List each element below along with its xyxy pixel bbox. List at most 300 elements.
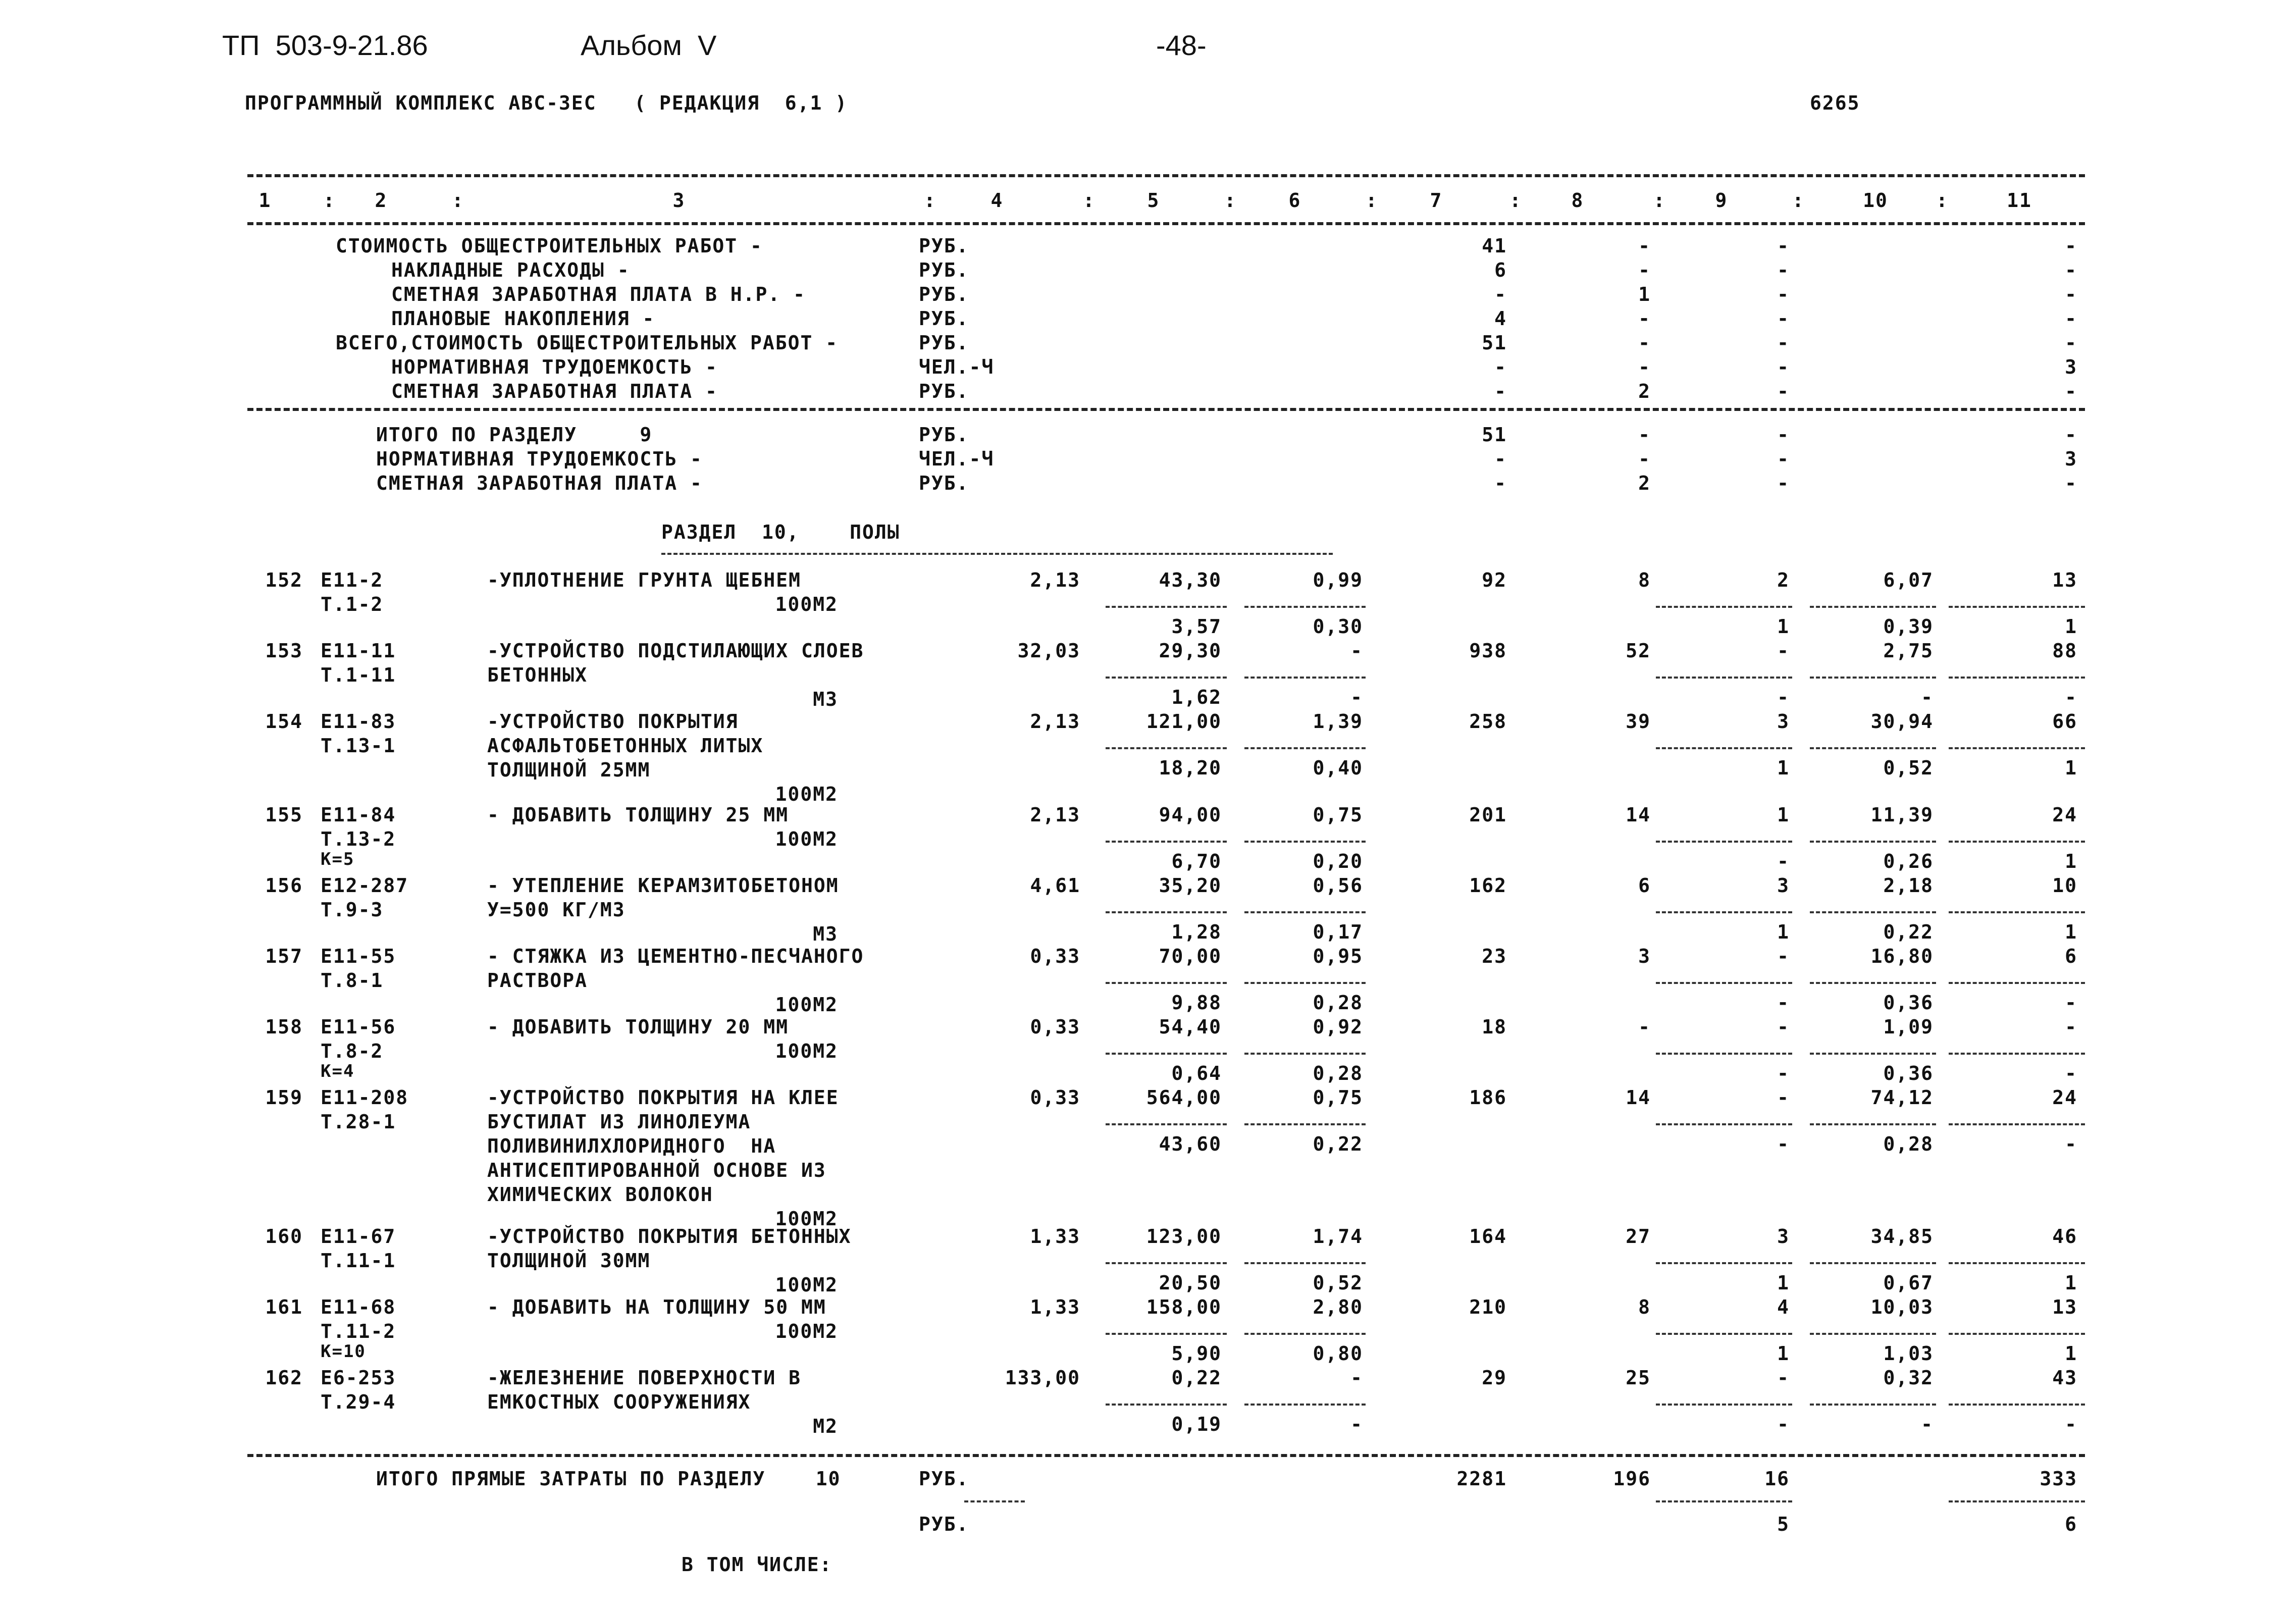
- item-description: - СТЯЖКА ИЗ ЦЕМЕНТНО-ПЕСЧАНОГО: [487, 945, 864, 967]
- item-unit: 100М2: [775, 994, 838, 1016]
- item-s11: 1: [2065, 757, 2077, 779]
- summary-unit: РУБ.: [919, 332, 969, 354]
- item-c7: 938: [1469, 640, 1507, 662]
- section-title: РАЗДЕЛ 10, ПОЛЫ: [661, 521, 900, 543]
- item-s6: 0,30: [1313, 615, 1363, 638]
- item-s10: 0,28: [1883, 1133, 1934, 1155]
- item-c6: 0,56: [1313, 874, 1363, 897]
- item-c7: 92: [1482, 569, 1507, 591]
- summary-c9: -: [1777, 235, 1790, 257]
- total9-c9: -: [1777, 472, 1790, 494]
- total9-c9: -: [1777, 424, 1790, 446]
- item-c10: 2,75: [1883, 640, 1934, 662]
- item-c4: 1,33: [1030, 1296, 1080, 1318]
- total9-c7: -: [1494, 472, 1507, 494]
- column-header-6: 6: [1288, 189, 1301, 212]
- subtotal-rule: [1656, 747, 1792, 749]
- item-table-ref: Т.8-2: [321, 1040, 384, 1062]
- item-table-ref: Т.11-1: [321, 1250, 396, 1272]
- total10-s9: 5: [1777, 1513, 1790, 1535]
- item-c6: 1,39: [1313, 710, 1363, 733]
- subtotal-rule: [1106, 841, 1227, 843]
- item-code: Е11-68: [321, 1296, 396, 1318]
- subtotal-rule: [1949, 1262, 2085, 1264]
- item-c5: 158,00: [1146, 1296, 1222, 1318]
- item-c10: 16,80: [1870, 945, 1934, 967]
- item-unit: 100М2: [775, 1274, 838, 1296]
- item-c7: 18: [1482, 1016, 1507, 1038]
- item-description: - ДОБАВИТЬ НА ТОЛЩИНУ 50 ММ: [487, 1296, 826, 1318]
- item-c8: 8: [1638, 569, 1651, 591]
- item-code: Е6-253: [321, 1367, 396, 1389]
- total9-label: НОРМАТИВНАЯ ТРУДОЕМКОСТЬ -: [376, 448, 703, 470]
- subtotal-rule: [1244, 982, 1366, 984]
- item-code: Е11-11: [321, 640, 396, 662]
- subtotal-rule: [1656, 1123, 1792, 1125]
- item-c11: 6: [2065, 945, 2077, 967]
- subtotal-rule: [1244, 1262, 1366, 1264]
- item-c4: 0,33: [1030, 1016, 1080, 1038]
- item-c5: 35,20: [1159, 874, 1222, 897]
- item-code: Е11-67: [321, 1225, 396, 1248]
- item-c9: -: [1777, 640, 1790, 662]
- total10-c9: 16: [1764, 1468, 1790, 1490]
- item-unit: 100М2: [775, 1208, 838, 1230]
- item-description: - УТЕПЛЕНИЕ КЕРАМЗИТОБЕТОНОМ: [487, 874, 839, 897]
- item-unit: М2: [813, 1415, 838, 1437]
- item-s5: 6,70: [1171, 850, 1222, 872]
- total9-c11: -: [2065, 472, 2077, 494]
- column-header-2: 2: [375, 189, 388, 212]
- item-c6: -: [1350, 640, 1363, 662]
- summary-c7: 4: [1494, 307, 1507, 330]
- item-number: 153: [265, 640, 303, 662]
- summary-c7: 51: [1482, 332, 1507, 354]
- item-coefficient: К=5: [321, 849, 355, 869]
- item-c10: 10,03: [1870, 1296, 1934, 1318]
- summary-c7: 41: [1482, 235, 1507, 257]
- item-number: 158: [265, 1016, 303, 1038]
- item-unit: 100М2: [775, 828, 838, 850]
- item-s9: 1: [1777, 921, 1790, 943]
- summary-c11: -: [2065, 380, 2077, 402]
- item-c6: 0,92: [1313, 1016, 1363, 1038]
- item-s5: 5,90: [1171, 1342, 1222, 1365]
- total9-c8: -: [1638, 448, 1651, 470]
- subtotal-rule: [1656, 606, 1792, 608]
- item-s5: 1,28: [1171, 921, 1222, 943]
- column-separator: :: [924, 189, 936, 212]
- subtotal-rule: [1949, 1404, 2085, 1406]
- column-header-3: 3: [672, 189, 686, 212]
- subtotal-rule: [1949, 911, 2085, 913]
- summary-c9: -: [1777, 307, 1790, 330]
- item-s11: -: [2065, 1062, 2077, 1084]
- summary-c11: -: [2065, 307, 2077, 330]
- total9-c8: -: [1638, 424, 1651, 446]
- item-description: -УСТРОЙСТВО ПОКРЫТИЯ НА КЛЕЕ: [487, 1086, 839, 1109]
- item-s11: 1: [2065, 615, 2077, 638]
- column-separator: :: [1509, 189, 1522, 212]
- item-number: 154: [265, 710, 303, 733]
- summary-unit: РУБ.: [919, 235, 969, 257]
- item-unit: М3: [813, 688, 838, 710]
- summary-c8: -: [1638, 356, 1651, 378]
- item-c4: 0,33: [1030, 1086, 1080, 1109]
- item-c8: 27: [1626, 1225, 1651, 1248]
- item-c5: 70,00: [1159, 945, 1222, 967]
- item-s5: 43,60: [1159, 1133, 1222, 1155]
- item-s5: 1,62: [1171, 686, 1222, 708]
- item-number: 161: [265, 1296, 303, 1318]
- item-s9: 1: [1777, 615, 1790, 638]
- subtotal-rule: [1244, 911, 1366, 913]
- subtotal-rule: [1106, 747, 1227, 749]
- column-header-8: 8: [1571, 189, 1584, 212]
- subtotal-rule: [1949, 982, 2085, 984]
- summary-unit: РУБ.: [919, 283, 969, 305]
- item-c7: 258: [1469, 710, 1507, 733]
- subtotal-rule: [1244, 1123, 1366, 1125]
- item-c5: 121,00: [1146, 710, 1222, 733]
- summary-c11: -: [2065, 283, 2077, 305]
- subtotal-rule: [1810, 982, 1936, 984]
- item-c8: 8: [1638, 1296, 1651, 1318]
- item-number: 156: [265, 874, 303, 897]
- item-c8: -: [1638, 1016, 1651, 1038]
- column-header-4: 4: [990, 189, 1004, 212]
- item-table-ref: Т.11-2: [321, 1320, 396, 1342]
- subtotal-rule: [1244, 1404, 1366, 1406]
- column-header-1: 1: [258, 189, 272, 212]
- item-s11: 1: [2065, 1272, 2077, 1294]
- column-header-10: 10: [1863, 189, 1888, 212]
- item-s5: 20,50: [1159, 1272, 1222, 1294]
- item-s9: 1: [1777, 1342, 1790, 1365]
- subtotal-rule: [1244, 747, 1366, 749]
- item-c10: 1,09: [1883, 1016, 1934, 1038]
- item-c4: 2,13: [1030, 710, 1080, 733]
- item-unit: 100М2: [775, 1040, 838, 1062]
- subtotal-rule: [1810, 841, 1936, 843]
- total9-c11: 3: [2065, 448, 2077, 470]
- item-c11: 66: [2052, 710, 2077, 733]
- subtotal-rule: [1244, 1333, 1366, 1335]
- total-rule-9: [1656, 1500, 1792, 1502]
- item-s5: 3,57: [1171, 615, 1222, 638]
- subtotal-rule: [1106, 982, 1227, 984]
- item-c4: 2,13: [1030, 804, 1080, 826]
- subtotal-rule: [1106, 677, 1227, 679]
- item-description: ПОЛИВИНИЛХЛОРИДНОГО НА: [487, 1135, 776, 1157]
- item-c7: 164: [1469, 1225, 1507, 1248]
- item-description: -УСТРОЙСТВО ПОДСТИЛАЮЩИХ СЛОЕВ: [487, 640, 864, 662]
- summary-unit: ЧЕЛ.-Ч: [919, 356, 995, 378]
- summary-c7: 6: [1494, 259, 1507, 281]
- column-header-5: 5: [1147, 189, 1160, 212]
- item-c10: 2,18: [1883, 874, 1934, 897]
- item-description: -УПЛОТНЕНИЕ ГРУНТА ЩЕБНЕМ: [487, 569, 801, 591]
- summary-label: НАКЛАДНЫЕ РАСХОДЫ -: [391, 259, 630, 281]
- item-c5: 54,40: [1159, 1016, 1222, 1038]
- column-separator: :: [1792, 189, 1805, 212]
- item-c5: 29,30: [1159, 640, 1222, 662]
- item-description: ТОЛЩИНОЙ 25ММ: [487, 759, 651, 781]
- item-s11: 1: [2065, 1342, 2077, 1365]
- total9-c9: -: [1777, 448, 1790, 470]
- section-title-underline: [661, 553, 1333, 555]
- item-table-ref: Т.8-1: [321, 969, 384, 992]
- item-s10: 0,26: [1883, 850, 1934, 872]
- subtotal-rule: [1656, 1262, 1792, 1264]
- summary-c9: -: [1777, 356, 1790, 378]
- item-c5: 123,00: [1146, 1225, 1222, 1248]
- item-description: - ДОБАВИТЬ ТОЛЩИНУ 20 ММ: [487, 1016, 789, 1038]
- item-coefficient: К=10: [321, 1341, 366, 1362]
- summary-label: СТОИМОСТЬ ОБЩЕСТРОИТЕЛЬНЫХ РАБОТ -: [336, 235, 763, 257]
- summary-c8: 1: [1638, 283, 1651, 305]
- album-label: Альбом V: [581, 29, 717, 61]
- summary-c8: -: [1638, 235, 1651, 257]
- summary-c7: -: [1494, 356, 1507, 378]
- item-c8: 14: [1626, 1086, 1651, 1109]
- item-s9: -: [1777, 1133, 1790, 1155]
- subtotal-rule: [1106, 1404, 1227, 1406]
- item-c4: 2,13: [1030, 569, 1080, 591]
- item-table-ref: Т.13-2: [321, 828, 396, 850]
- item-c10: 74,12: [1870, 1086, 1934, 1109]
- item-s11: -: [2065, 686, 2077, 708]
- subtotal-rule: [1106, 1123, 1227, 1125]
- item-s9: 1: [1777, 757, 1790, 779]
- item-c10: 0,32: [1883, 1367, 1934, 1389]
- item-code: Е11-2: [321, 569, 384, 591]
- item-c7: 23: [1482, 945, 1507, 967]
- item-number: 157: [265, 945, 303, 967]
- item-c11: 13: [2052, 1296, 2077, 1318]
- item-table-ref: Т.1-11: [321, 664, 396, 686]
- summary-unit: РУБ.: [919, 307, 969, 330]
- item-description: АНТИСЕПТИРОВАННОЙ ОСНОВЕ ИЗ: [487, 1159, 826, 1181]
- including-label: В ТОМ ЧИСЛЕ:: [682, 1553, 832, 1576]
- item-unit: 100М2: [775, 593, 838, 615]
- item-c7: 162: [1469, 874, 1507, 897]
- item-c9: 4: [1777, 1296, 1790, 1318]
- item-s9: -: [1777, 992, 1790, 1014]
- item-c8: 39: [1626, 710, 1651, 733]
- summary-c9: -: [1777, 332, 1790, 354]
- subtotal-rule: [1810, 606, 1936, 608]
- total9-unit: РУБ.: [919, 472, 969, 494]
- item-c7: 210: [1469, 1296, 1507, 1318]
- item-table-ref: Т.29-4: [321, 1391, 396, 1413]
- header-rule-top: [247, 174, 2085, 177]
- item-number: 162: [265, 1367, 303, 1389]
- subtotal-rule: [1106, 1262, 1227, 1264]
- item-code: Е12-287: [321, 874, 409, 897]
- total-rule: [247, 1454, 2085, 1457]
- summary-c8: -: [1638, 332, 1651, 354]
- item-c11: 88: [2052, 640, 2077, 662]
- summary-label: НОРМАТИВНАЯ ТРУДОЕМКОСТЬ -: [391, 356, 718, 378]
- item-description: У=500 КГ/М3: [487, 899, 625, 921]
- item-description: ХИМИЧЕСКИХ ВОЛОКОН: [487, 1183, 713, 1206]
- item-s10: 0,22: [1883, 921, 1934, 943]
- subtotal-rule: [1656, 911, 1792, 913]
- item-s6: 0,22: [1313, 1133, 1363, 1155]
- item-s11: 1: [2065, 921, 2077, 943]
- item-c9: 2: [1777, 569, 1790, 591]
- item-c7: 29: [1482, 1367, 1507, 1389]
- subtotal-rule: [1656, 677, 1792, 679]
- item-s6: 0,28: [1313, 1062, 1363, 1084]
- summary-unit: РУБ.: [919, 380, 969, 402]
- item-s6: -: [1350, 1413, 1363, 1435]
- item-s6: -: [1350, 686, 1363, 708]
- program-title: ПРОГРАММНЫЙ КОМПЛЕКС АВС-ЗЕС ( РЕДАКЦИЯ 6,1 ): [245, 92, 848, 114]
- item-description: ЕМКОСТНЫХ СООРУЖЕНИЯХ: [487, 1391, 751, 1413]
- summary-c7: -: [1494, 380, 1507, 402]
- total10-c7: 2281: [1456, 1468, 1507, 1490]
- item-c6: 0,99: [1313, 569, 1363, 591]
- item-c7: 186: [1469, 1086, 1507, 1109]
- subtotal-rule: [1810, 1123, 1936, 1125]
- summary-unit: РУБ.: [919, 259, 969, 281]
- item-s9: -: [1777, 686, 1790, 708]
- column-separator: :: [1224, 189, 1237, 212]
- item-description: АСФАЛЬТОБЕТОННЫХ ЛИТЫХ: [487, 735, 764, 757]
- subtotal-rule: [1106, 1053, 1227, 1055]
- summary-c11: -: [2065, 235, 2077, 257]
- item-c11: -: [2065, 1016, 2077, 1038]
- item-s6: 0,40: [1313, 757, 1363, 779]
- item-table-ref: Т.9-3: [321, 899, 384, 921]
- item-s9: -: [1777, 1062, 1790, 1084]
- column-separator: :: [1083, 189, 1095, 212]
- item-s5: 18,20: [1159, 757, 1222, 779]
- item-s10: 0,67: [1883, 1272, 1934, 1294]
- summary-c8: 2: [1638, 380, 1651, 402]
- summary-c9: -: [1777, 283, 1790, 305]
- summary-c11: -: [2065, 332, 2077, 354]
- item-unit: М3: [813, 923, 838, 945]
- total9-c8: 2: [1638, 472, 1651, 494]
- item-s10: 0,36: [1883, 1062, 1934, 1084]
- header-rule-bottom: [247, 222, 2085, 225]
- total-unit-rule: [964, 1500, 1025, 1502]
- item-c8: 3: [1638, 945, 1651, 967]
- item-c6: 2,80: [1313, 1296, 1363, 1318]
- item-c11: 46: [2052, 1225, 2077, 1248]
- subtotal-rule: [1106, 911, 1227, 913]
- item-c10: 30,94: [1870, 710, 1934, 733]
- item-s6: 0,17: [1313, 921, 1363, 943]
- subtotal-rule: [1810, 1333, 1936, 1335]
- item-c10: 34,85: [1870, 1225, 1934, 1248]
- summary-label: ВСЕГО,СТОИМОСТЬ ОБЩЕСТРОИТЕЛЬНЫХ РАБОТ -: [336, 332, 839, 354]
- item-description: -УСТРОЙСТВО ПОКРЫТИЯ БЕТОННЫХ: [487, 1225, 852, 1248]
- total10-unit2: РУБ.: [919, 1513, 969, 1535]
- item-c11: 43: [2052, 1367, 2077, 1389]
- item-description: -УСТРОЙСТВО ПОКРЫТИЯ: [487, 710, 739, 733]
- item-s5: 0,19: [1171, 1413, 1222, 1435]
- item-c9: 3: [1777, 874, 1790, 897]
- summary-label: СМЕТНАЯ ЗАРАБОТНАЯ ПЛАТА -: [391, 380, 718, 402]
- item-c9: -: [1777, 945, 1790, 967]
- item-c5: 0,22: [1171, 1367, 1222, 1389]
- total9-c7: 51: [1482, 424, 1507, 446]
- total9-unit: ЧЕЛ.-Ч: [919, 448, 995, 470]
- item-s6: 0,20: [1313, 850, 1363, 872]
- subtotal-rule: [1810, 1262, 1936, 1264]
- subtotal-rule: [1656, 1333, 1792, 1335]
- item-c7: 201: [1469, 804, 1507, 826]
- summary-rule: [247, 408, 2085, 411]
- item-code: Е11-208: [321, 1086, 409, 1109]
- item-description: БЕТОННЫХ: [487, 664, 588, 686]
- item-c4: 4,61: [1030, 874, 1080, 897]
- subtotal-rule: [1106, 1333, 1227, 1335]
- item-c4: 32,03: [1017, 640, 1080, 662]
- subtotal-rule: [1949, 606, 2085, 608]
- column-separator: :: [323, 189, 336, 212]
- item-s10: 0,52: [1883, 757, 1934, 779]
- item-c5: 564,00: [1146, 1086, 1222, 1109]
- item-number: 159: [265, 1086, 303, 1109]
- summary-c8: -: [1638, 259, 1651, 281]
- item-c4: 0,33: [1030, 945, 1080, 967]
- item-c8: 25: [1626, 1367, 1651, 1389]
- item-s11: -: [2065, 1413, 2077, 1435]
- item-number: 152: [265, 569, 303, 591]
- column-separator: :: [1653, 189, 1666, 212]
- item-description: - ДОБАВИТЬ ТОЛЩИНУ 25 ММ: [487, 804, 789, 826]
- item-code: Е11-84: [321, 804, 396, 826]
- item-s10: 1,03: [1883, 1342, 1934, 1365]
- item-s5: 0,64: [1171, 1062, 1222, 1084]
- item-s9: 1: [1777, 1272, 1790, 1294]
- summary-c9: -: [1777, 259, 1790, 281]
- summary-c9: -: [1777, 380, 1790, 402]
- subtotal-rule: [1949, 1123, 2085, 1125]
- item-c9: -: [1777, 1086, 1790, 1109]
- total10-s11: 6: [2065, 1513, 2077, 1535]
- item-number: 155: [265, 804, 303, 826]
- summary-c11: -: [2065, 259, 2077, 281]
- item-s5: 9,88: [1171, 992, 1222, 1014]
- subtotal-rule: [1656, 841, 1792, 843]
- item-c8: 14: [1626, 804, 1651, 826]
- item-s10: -: [1921, 686, 1934, 708]
- item-c9: -: [1777, 1016, 1790, 1038]
- item-c11: 24: [2052, 804, 2077, 826]
- summary-c8: -: [1638, 307, 1651, 330]
- item-unit: 100М2: [775, 1320, 838, 1342]
- item-s11: -: [2065, 992, 2077, 1014]
- item-s6: 0,80: [1313, 1342, 1363, 1365]
- item-c4: 1,33: [1030, 1225, 1080, 1248]
- item-description: -ЖЕЛЕЗНЕНИЕ ПОВЕРХНОСТИ В: [487, 1367, 801, 1389]
- subtotal-rule: [1810, 747, 1936, 749]
- item-s10: -: [1921, 1413, 1934, 1435]
- item-code: Е11-56: [321, 1016, 396, 1038]
- item-c10: 11,39: [1870, 804, 1934, 826]
- summary-label: ПЛАНОВЫЕ НАКОПЛЕНИЯ -: [391, 307, 655, 330]
- item-c4: 133,00: [1005, 1367, 1080, 1389]
- item-c10: 6,07: [1883, 569, 1934, 591]
- item-c6: 0,95: [1313, 945, 1363, 967]
- total9-label: ИТОГО ПО РАЗДЕЛУ 9: [376, 424, 653, 446]
